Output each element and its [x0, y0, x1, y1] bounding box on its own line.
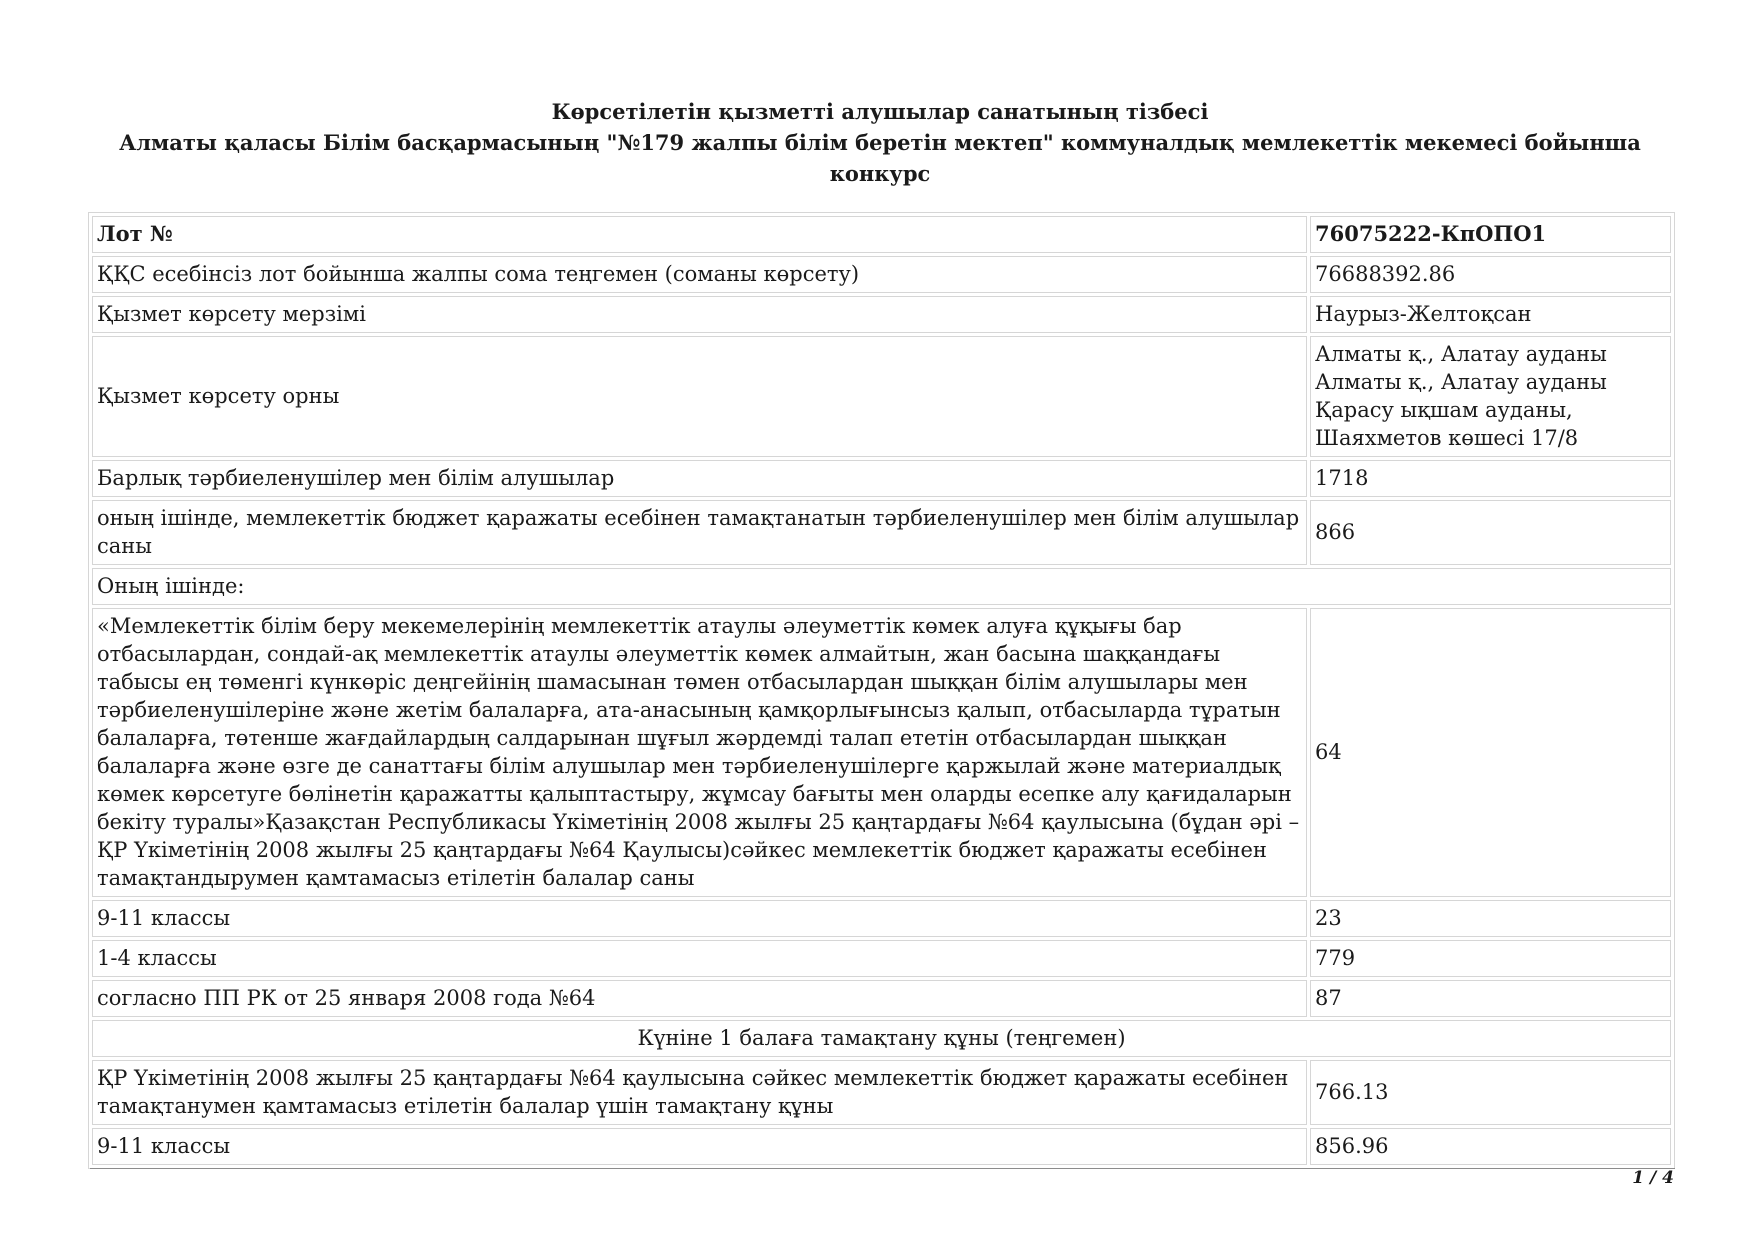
grades-1-4-value: 779 [1310, 940, 1671, 977]
budget-value: 866 [1310, 500, 1671, 565]
place-value-line: Қарасу ықшам ауданы, [1315, 398, 1573, 422]
footer-divider [90, 1168, 1675, 1169]
table-row-grades-1-4 [92, 940, 1671, 977]
table-row-grades-9-11 [92, 900, 1671, 937]
table-row-lot [92, 216, 1671, 253]
table-row-pp-rk [92, 980, 1671, 1017]
table-row-daily-cost-heading [92, 1020, 1671, 1057]
decree-label: «Мемлекеттік білім беру мекемелерінің мемлекеттік атаулы әлеуметтік көмек алуға құқығы бар отбасылардан, сондай-ақ мемлекеттік атаулы әлеуметтік көмек алмайтын, жан басына шаққандағы табысы ең төменгі күнкөріс деңгейінің шамасынан төмен отбасылардан шыққан білім алушылары мен тәрбиеленушілеріне және жетім балаларға, ата-анасының қамқорлығынсыз қалып, отбасыларда тұратын балаларға, төтенше жағдайлардың салдарынан шұғыл жәрдемді талап ететін отбасылардан шыққан балаларға және өзге де санаттағы білім алушылар мен тәрбиеленушілерге қаржылай және материалдық көмек көрсетуге бөлінетін қаражатты қалыптастыру, жұмсау бағыты мен оларды есепке алу қағидаларын бекіту туралы»Қазақстан Республикасы Үкіметінің 2008 жылғы 25 қаңтардағы №64 қаулысына (бұдан әрі – ҚР Үкіметінің 2008 жылғы 25 қаңтардағы №64 Қаулысы)сәйкес мемлекеттік бюджет қаражаты есебінен тамақтандырумен қамтамасыз етілетін балалар саны [92, 608, 1307, 897]
page-number: 1 / 4 [1632, 1168, 1674, 1188]
table-row-place [92, 336, 1671, 457]
cost-9-11-label: 9-11 классы [92, 1128, 1307, 1165]
place-value-line: Алматы қ., Алатау ауданы [1315, 342, 1607, 366]
table-row-decree [92, 608, 1671, 897]
place-value [1310, 336, 1671, 457]
grades-9-11-label: 9-11 классы [92, 900, 1307, 937]
total-label: Барлық тәрбиеленушілер мен білім алушылар [92, 460, 1307, 497]
table-row-budget [92, 500, 1671, 565]
term-value: Наурыз-Желтоқсан [1310, 296, 1671, 333]
page-title [90, 96, 1670, 189]
grades-1-4-label: 1-4 классы [92, 940, 1307, 977]
place-value-line: Шаяхметов көшесі 17/8 [1315, 426, 1579, 450]
cost-9-11-value: 856.96 [1310, 1128, 1671, 1165]
grades-9-11-value: 23 [1310, 900, 1671, 937]
table-row-including [92, 568, 1671, 605]
lot-table [88, 212, 1675, 1169]
decree-cost-label: ҚР Үкіметінің 2008 жылғы 25 қаңтардағы №64 қаулысына сәйкес мемлекеттік бюджет қаражаты есебінен тамақтанумен қамтамасыз етілетін балалар үшін тамақтану құны [92, 1060, 1307, 1125]
table-row-cost-9-11 [92, 1128, 1671, 1165]
table-row-decree-cost [92, 1060, 1671, 1125]
title-line-1: Көрсетілетін қызметті алушылар санатының тізбесі [551, 99, 1209, 124]
sum-value: 76688392.86 [1310, 256, 1671, 293]
table-row-sum [92, 256, 1671, 293]
lot-label: Лот № [92, 216, 1307, 253]
pp-rk-label: согласно ПП РК от 25 января 2008 года №64 [92, 980, 1307, 1017]
total-value: 1718 [1310, 460, 1671, 497]
budget-label: оның ішінде, мемлекеттік бюджет қаражаты есебінен тамақтанатын тәрбиеленушілер мен білім алушылар саны [92, 500, 1307, 565]
including-label: Оның ішінде: [92, 568, 1671, 605]
decree-value: 64 [1310, 608, 1671, 897]
table-row-term [92, 296, 1671, 333]
decree-cost-value: 766.13 [1310, 1060, 1671, 1125]
title-line-2: Алматы қаласы Білім басқармасының "№179 жалпы білім беретін мектеп" коммуналдық мемлекеттік мекемесі бойынша [119, 130, 1641, 155]
daily-cost-heading: Күніне 1 балаға тамақтану құны (теңгемен) [92, 1020, 1671, 1057]
lot-value: 76075222-КпОПО1 [1310, 216, 1671, 253]
term-label: Қызмет көрсету мерзімі [92, 296, 1307, 333]
place-label: Қызмет көрсету орны [92, 336, 1307, 457]
pp-rk-value: 87 [1310, 980, 1671, 1017]
title-line-3: конкурс [829, 161, 931, 186]
place-value-line: Алматы қ., Алатау ауданы [1315, 370, 1607, 394]
table-row-total [92, 460, 1671, 497]
sum-label: ҚҚС есебінсіз лот бойынша жалпы сома теңгемен (соманы көрсету) [92, 256, 1307, 293]
